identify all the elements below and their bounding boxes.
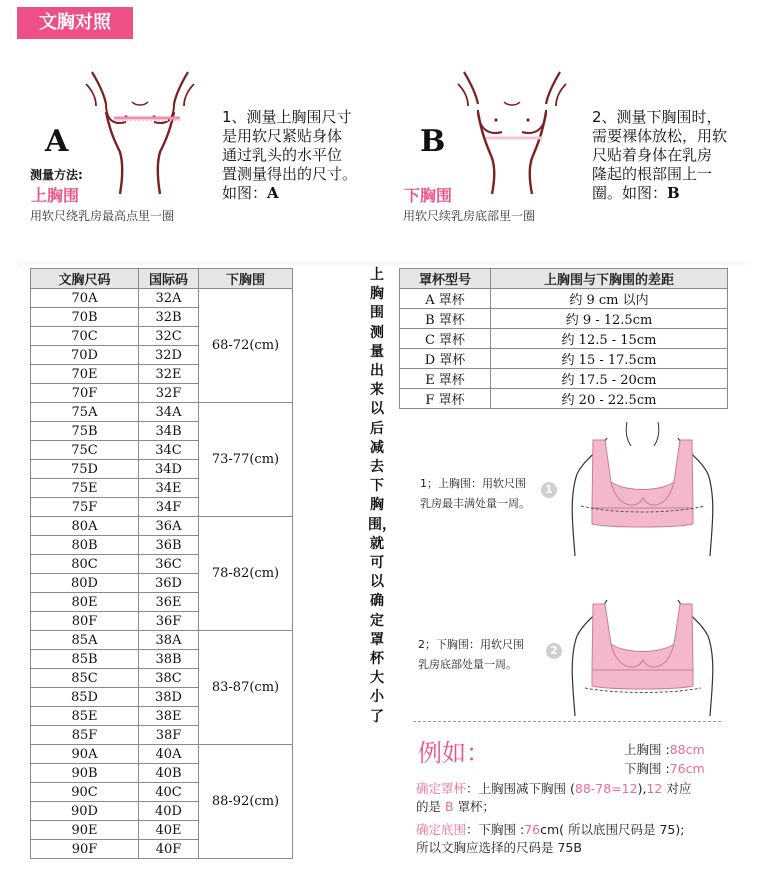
upper-bust-label: 上胸围 <box>31 186 80 205</box>
underbust-range-cell: 73-77(cm) <box>199 403 293 517</box>
cup-difference-cell: 约 15 - 17.5cm <box>491 349 728 369</box>
intl-size-cell: 38C <box>139 669 199 688</box>
lower-bust-caption: 用软尺续乳房底部里一圈 <box>403 209 536 223</box>
intl-size-cell: 36D <box>139 574 199 593</box>
bra-size-cell: 75E <box>31 479 139 498</box>
bra-size-table <box>30 268 293 859</box>
example-base-line: 确定底围：下胸围 :76cm( 所以底围尺码是 75); <box>416 822 685 837</box>
cup-row <box>400 289 728 309</box>
bra-size-cell: 85D <box>31 688 139 707</box>
bra-size-cell: 75C <box>31 441 139 460</box>
size-table-header-row <box>31 269 293 289</box>
example-lower-bust: 下胸围 :76cm <box>624 761 705 776</box>
intl-size-cell: 32F <box>139 384 199 403</box>
cup-difference-cell: 约 17.5 - 20cm <box>491 369 728 389</box>
cup-type-cell: F 罩杯 <box>400 389 491 409</box>
intl-size-cell: 38E <box>139 707 199 726</box>
size-row <box>31 517 293 536</box>
bra-size-cell: 90E <box>31 821 139 840</box>
torso-figure-b <box>442 62 582 202</box>
cup-size-table <box>399 268 728 409</box>
step-1-text: 1、测量上胸围尺寸 是用软尺紧贴身体 通过乳头的水平位 置测量得出的尺寸。 如图：A <box>222 108 358 202</box>
cup-table-header-row <box>400 269 728 289</box>
intl-size-cell: 32B <box>139 308 199 327</box>
cup-type-cell: D 罩杯 <box>400 349 491 369</box>
intl-size-cell: 36A <box>139 517 199 536</box>
bra-size-cell: 80E <box>31 593 139 612</box>
dotted-divider <box>413 721 721 722</box>
intl-size-cell: 40B <box>139 764 199 783</box>
bra-size-cell: 75B <box>31 422 139 441</box>
bra-size-cell: 80F <box>31 612 139 631</box>
bra-size-cell: 70F <box>31 384 139 403</box>
bra-size-cell: 90B <box>31 764 139 783</box>
bra-size-cell: 70A <box>31 289 139 308</box>
upper-bust-caption: 用软尺绕乳房最高点里一圈 <box>30 209 175 223</box>
size-row <box>31 289 293 308</box>
step-2-text: 2、测量下胸围时， 需要裸体放松，用软 尺贴着身体在乳房 隆起的根部围上一 圈。如图：B <box>592 108 728 202</box>
cup-difference-cell: 约 9 cm 以内 <box>491 289 728 309</box>
cup-difference-cell: 约 12.5 - 15cm <box>491 329 728 349</box>
cup-row <box>400 369 728 389</box>
bra-size-cell: 90C <box>31 783 139 802</box>
measure-2-text: 2；下胸围：用软尺围 乳房底部处量一周。 <box>418 638 524 671</box>
step-1-badge: 1 <box>541 482 557 498</box>
underbust-range-cell: 88-92(cm) <box>199 745 293 859</box>
example-conclusion: 所以文胸应选择的尺码是 75B <box>416 840 582 855</box>
measure-1-text: 1；上胸围：用软尺围 乳房最丰满处量一周。 <box>420 477 530 510</box>
bra-size-cell: 75A <box>31 403 139 422</box>
bra-size-cell: 80C <box>31 555 139 574</box>
intl-size-cell: 38F <box>139 726 199 745</box>
bra-size-cell: 85A <box>31 631 139 650</box>
example-cup-result: 的是 B 罩杯； <box>416 799 496 814</box>
intl-size-cell: 38D <box>139 688 199 707</box>
cup-type-cell: C 罩杯 <box>400 329 491 349</box>
size-row <box>31 745 293 764</box>
bra-size-cell: 85E <box>31 707 139 726</box>
underbust-range-cell: 68-72(cm) <box>199 289 293 403</box>
intl-size-cell: 34B <box>139 422 199 441</box>
bra-size-cell: 90F <box>31 840 139 859</box>
bra-size-cell: 90D <box>31 802 139 821</box>
header-intl-size: 国际码 <box>139 269 199 289</box>
header-cup-type: 罩杯型号 <box>400 269 491 289</box>
intl-size-cell: 36B <box>139 536 199 555</box>
header-bra-size: 文胸尺码 <box>31 269 139 289</box>
intl-size-cell: 38A <box>139 631 199 650</box>
intl-size-cell: 36E <box>139 593 199 612</box>
bra-size-cell: 80A <box>31 517 139 536</box>
bra-size-cell: 85B <box>31 650 139 669</box>
size-row <box>31 403 293 422</box>
intl-size-cell: 32E <box>139 365 199 384</box>
underbust-range-cell: 78-82(cm) <box>199 517 293 631</box>
vertical-note: 上胸围测量出来以后减去下胸围，就可以确定罩杯大小了 <box>368 267 396 725</box>
bra-size-cell: 80B <box>31 536 139 555</box>
bra-size-cell: 70D <box>31 346 139 365</box>
cup-row <box>400 389 728 409</box>
cup-type-cell: B 罩杯 <box>400 309 491 329</box>
intl-size-cell: 34E <box>139 479 199 498</box>
intl-size-cell: 40C <box>139 783 199 802</box>
example-title: 例如： <box>418 739 490 767</box>
cup-row <box>400 349 728 369</box>
intl-size-cell: 36F <box>139 612 199 631</box>
bra-size-cell: 70C <box>31 327 139 346</box>
lower-bust-label: 下胸围 <box>404 186 453 205</box>
underbust-range-cell: 83-87(cm) <box>199 631 293 745</box>
bra-size-cell: 80D <box>31 574 139 593</box>
intl-size-cell: 38B <box>139 650 199 669</box>
cup-difference-cell: 约 9 - 12.5cm <box>491 309 728 329</box>
bra-size-cell: 75F <box>31 498 139 517</box>
example-upper-bust: 上胸围 :88cm <box>624 742 705 757</box>
intl-size-cell: 34C <box>139 441 199 460</box>
bra-size-cell: 75D <box>31 460 139 479</box>
intl-size-cell: 34D <box>139 460 199 479</box>
bra-size-cell: 70B <box>31 308 139 327</box>
torso-figure-a <box>70 62 210 202</box>
bra-size-cell: 70E <box>31 365 139 384</box>
intl-size-cell: 34A <box>139 403 199 422</box>
figure-a-letter: A <box>45 124 69 159</box>
cup-difference-cell: 约 20 - 22.5cm <box>491 389 728 409</box>
header-difference: 上胸围与下胸围的差距 <box>491 269 728 289</box>
intl-size-cell: 32A <box>139 289 199 308</box>
intl-size-cell: 36C <box>139 555 199 574</box>
intl-size-cell: 32C <box>139 327 199 346</box>
intl-size-cell: 40D <box>139 802 199 821</box>
intl-size-cell: 40F <box>139 840 199 859</box>
intl-size-cell: 40A <box>139 745 199 764</box>
bra-size-cell: 90A <box>31 745 139 764</box>
figure-b-letter: B <box>420 124 446 159</box>
size-row <box>31 631 293 650</box>
bra-size-cell: 85C <box>31 669 139 688</box>
intl-size-cell: 34F <box>139 498 199 517</box>
example-cup-line: 确定罩杯：上胸围减下胸围 (88-78=12),12 对应 <box>416 781 692 796</box>
cup-type-cell: A 罩杯 <box>400 289 491 309</box>
step-2-badge: 2 <box>546 643 562 659</box>
bra-size-cell: 85F <box>31 726 139 745</box>
header-underbust: 下胸围 <box>199 269 293 289</box>
cup-type-cell: E 罩杯 <box>400 369 491 389</box>
bra-measure-illustration-2 <box>555 588 730 718</box>
method-label: 测量方法: <box>30 168 83 182</box>
intl-size-cell: 40E <box>139 821 199 840</box>
bra-measure-illustration-1 <box>555 418 730 558</box>
cup-row <box>400 309 728 329</box>
section-title-tag: 文胸对照 <box>17 7 133 39</box>
cup-row <box>400 329 728 349</box>
intl-size-cell: 32D <box>139 346 199 365</box>
